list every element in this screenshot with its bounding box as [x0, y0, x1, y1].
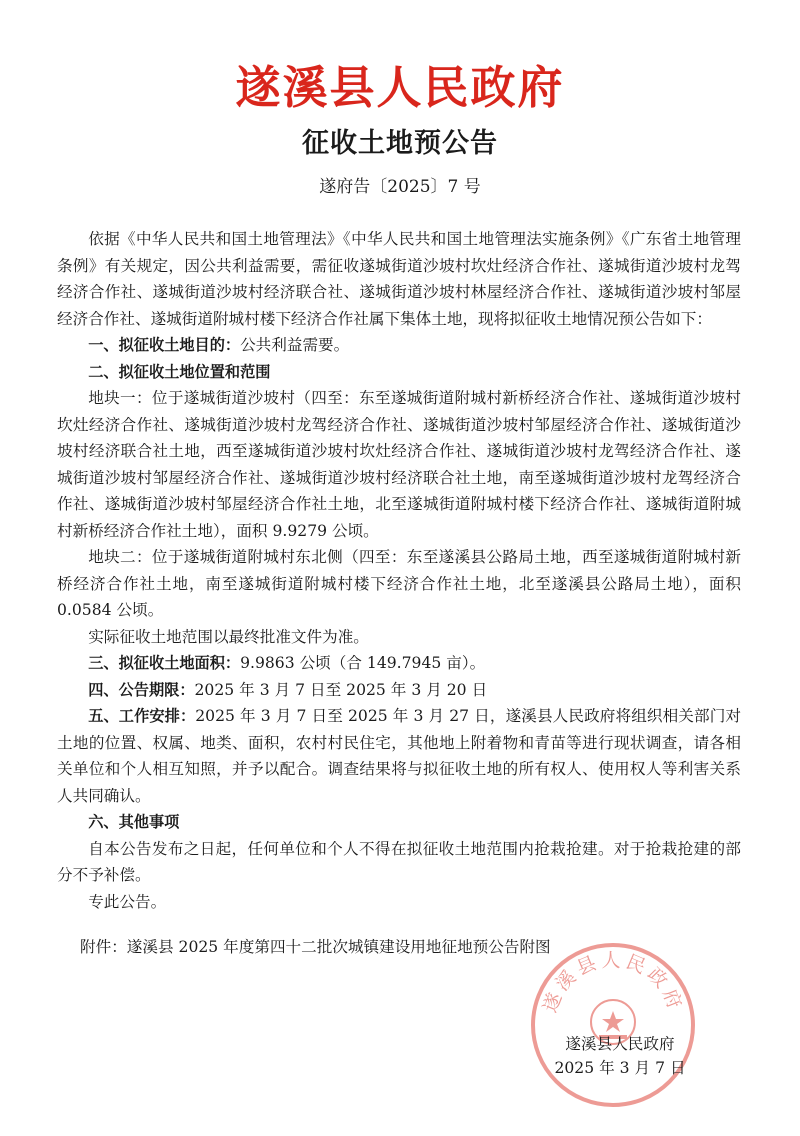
section-6-heading: 六、其他事项 — [88, 813, 180, 831]
document-title: 征收土地预公告 — [302, 128, 498, 159]
attachment-line: 附件：遂溪县 2025 年度第四十二批次城镇建设用地征地预公告附图 — [80, 938, 551, 956]
closing-line: 专此公告。 — [88, 892, 167, 911]
signature-org: 遂溪县人民政府 — [565, 1035, 675, 1053]
intro-paragraph: 依据《中华人民共和国土地管理法》《中华人民共和国土地管理法实施条例》《广东省土地管理条例》有关规定，因公共利益需要，需征收遂城街道沙坡村坎灶经济合作社、遂城街道沙坡村龙驾经济合作社、遂城街道沙坡村经济联合社、遂城街道沙坡村林屋经济合作社、遂城街道沙坡村邹屋经济合作社、遂城街道附城村楼下经济合作社属下集体土地，现将拟征收土地情况预公告如下： — [57, 230, 741, 328]
section-4-heading: 四、公告期限： — [88, 680, 195, 699]
plot-1-paragraph: 地块一：位于遂城街道沙坡村（四至：东至遂城街道附城村新桥经济合作社、遂城街道沙坡村坎灶经济合作社、遂城街道沙坡村龙驾经济合作社、遂城街道沙坡村邹屋经济合作社、遂城街道沙坡村经济联合社土地，西至遂城街道沙坡村坎灶经济合作社、遂城街道沙坡村龙驾经济合作社、遂城街道沙坡村邹屋经济合作社、遂城街道沙坡村经济联合社土地，南至遂城街道沙坡村龙驾经济合作社、遂城街道沙坡村邹屋经济合作社土地，北至遂城街道附城村楼下经济合作社、遂城街道附城村新桥经济合作社土地），面积 9.9279 公顷。 — [57, 389, 741, 540]
section-6-text: 自本公告发布之日起，任何单位和个人不得在拟征收土地范围内抢栽抢建。对于抢栽抢建的部分不予补偿。 — [57, 839, 741, 884]
section-4 — [57, 677, 741, 704]
section-2 — [57, 359, 741, 386]
svg-text:遂溪县人民政府 — [539, 949, 687, 1015]
section-3 — [57, 650, 741, 677]
section-6 — [57, 809, 741, 836]
document-number: 遂府告〔2025〕7 号 — [319, 177, 481, 197]
section-2-heading: 二、拟征收土地位置和范围 — [88, 362, 271, 381]
official-seal-stamp — [528, 940, 698, 1110]
section-3-heading: 三、拟征收土地面积： — [88, 654, 241, 672]
signature-block — [530, 1032, 710, 1080]
plot-2-paragraph: 地块二：位于遂城街道附城村东北侧（四至：东至遂溪县公路局土地，西至遂城街道附城村新桥经济合作社土地，南至遂城街道附城村楼下经济合作社土地，北至遂溪县公路局土地），面积 0.0584 公顷。 — [57, 548, 741, 619]
seal-arc-text: 遂溪县人民政府 — [539, 949, 687, 1016]
section-1-heading: 一、拟征收土地目的： — [88, 336, 241, 354]
section-1-text: 公共利益需要。 — [240, 336, 350, 354]
section-4-text: 2025 年 3 月 7 日至 2025 年 3 月 20 日 — [194, 680, 488, 699]
section-5-text: 2025 年 3 月 7 日至 2025 年 3 月 27 日，遂溪县人民政府将组织相关部门对土地的位置、权属、地类、面积，农村村民住宅，其他地上附着物和青苗等进行现状调查，请各相关单位和个人相互知照，并予以配合。调查结果将与拟征收土地的所有权人、使用权人等利害关系人共同确认。 — [57, 707, 741, 805]
seal-graphic — [533, 945, 693, 1105]
section-1 — [57, 332, 741, 359]
section-3-text: 9.9863 公顷（合 149.7945 亩）。 — [240, 654, 486, 672]
scope-note: 实际征收土地范围以最终批准文件为准。 — [88, 627, 369, 646]
issuing-authority-header: 遂溪县人民政府 — [235, 61, 565, 114]
notice-body — [57, 226, 741, 915]
signature-date: 2025 年 3 月 7 日 — [554, 1059, 686, 1077]
section-5-heading: 五、工作安排： — [88, 707, 196, 725]
section-5 — [57, 703, 741, 809]
